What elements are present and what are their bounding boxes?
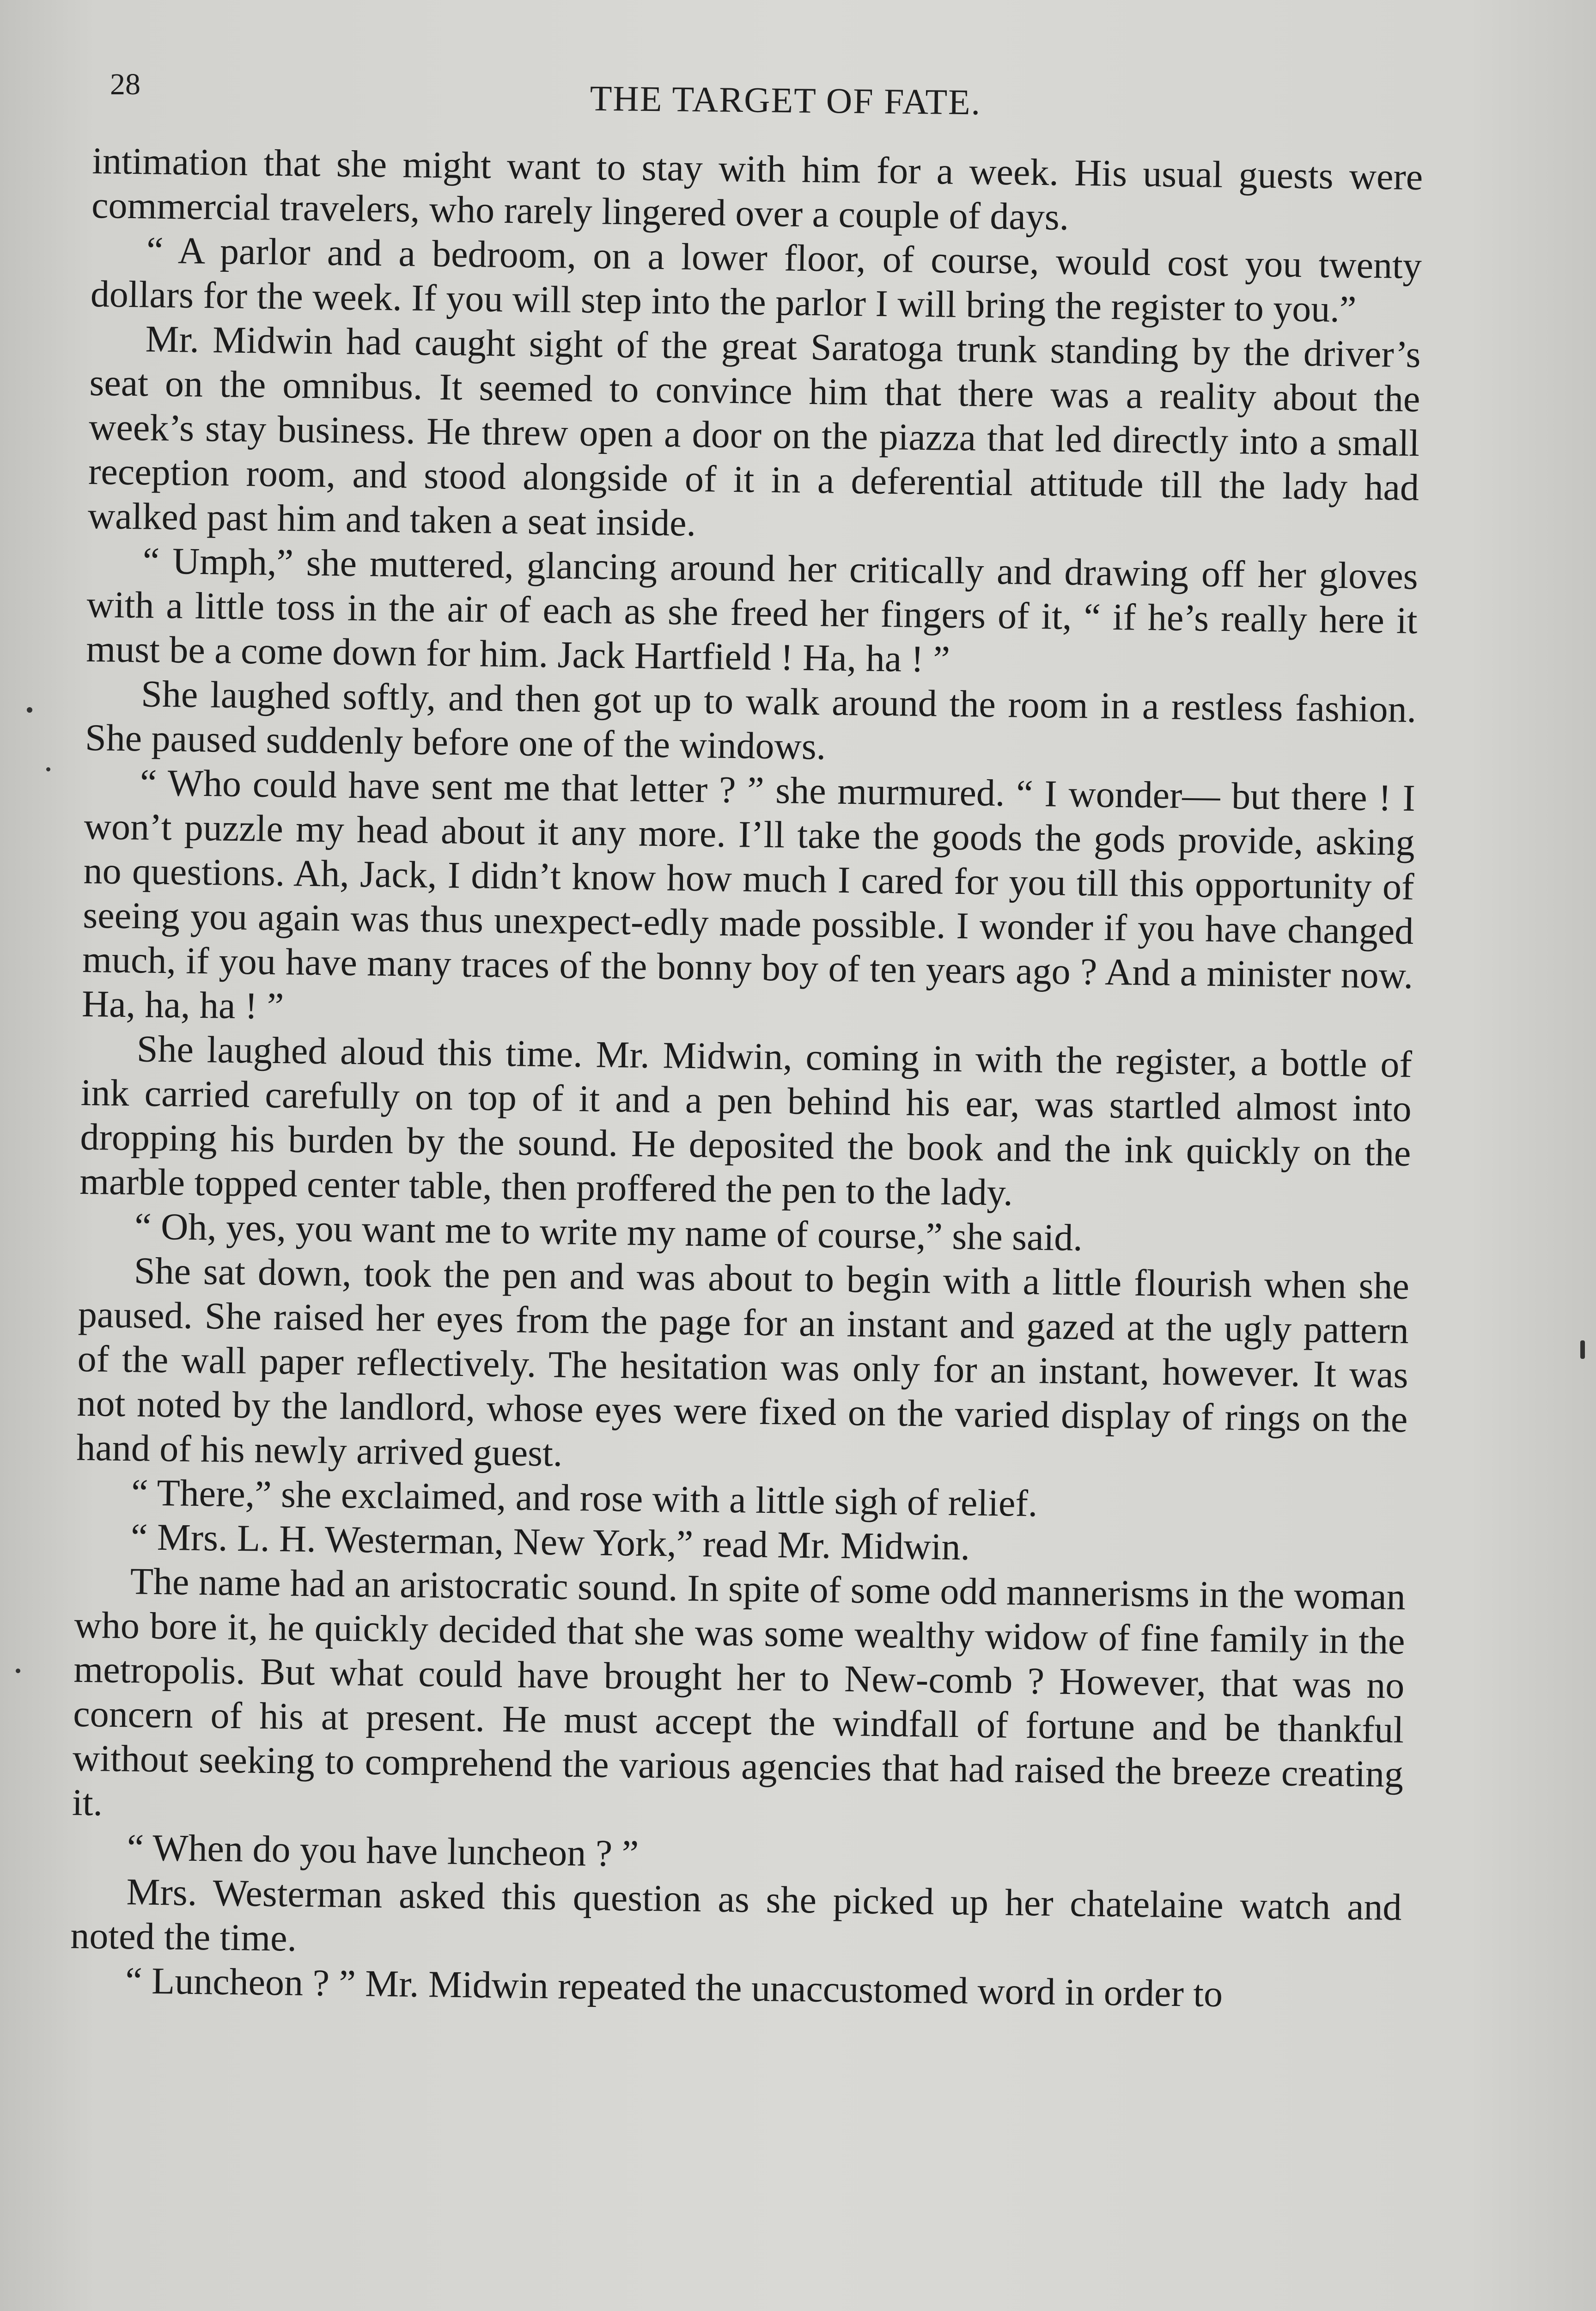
- paragraph: “ Mrs. L. H. Westerman, New York,” read Mr. Midwin.: [130, 1516, 970, 1568]
- paper-speck: [16, 1669, 20, 1673]
- paper-speck: [1580, 1340, 1585, 1359]
- paper-speck: [27, 707, 32, 713]
- paragraph: Mrs. Westerman asked this question as she picked up her chatelaine watch and noted the time.: [70, 1871, 1402, 1959]
- body-text: [70, 139, 1423, 2018]
- paragraph: She laughed aloud this time. Mr. Midwin, coming in with the register, a bottle of ink carried carefully on top of it and a pen behind his ear, was startled almost into dropping his burden by the sound. He deposited the book and the ink quickly on the marble topped center table, then proffered the pen to the lady.: [79, 1027, 1413, 1214]
- paragraph: “ When do you have luncheon ? ”: [127, 1826, 639, 1875]
- paragraph: intimation that she might want to stay with him for a week. His usual guests were commercial travelers, who rarely lingered over a couple of days.: [91, 139, 1423, 238]
- paragraph: Mr. Midwin had caught sight of the great Saratoga trunk standing by the driver’s seat on the omnibus. It seemed to convince him that there was a reality about the week’s stay business. He threw open a door on the piazza that led directly into a small reception room, and stood alongside of it in a deferential attitude till the lady had walked past him and taken a seat inside.: [87, 318, 1421, 544]
- paragraph: She laughed softly, and then got up to walk around the room in a restless fashion. She paused suddenly before one of the windows.: [85, 673, 1417, 768]
- paragraph: “ Who could have sent me that letter ? ” she murmured. “ I wonder— but there ! I won’t puzzle my head about it any more. I’ll take the goods the gods provide, asking no questions. Ah, Jack, I didn’t know how much I cared for you till this opportunity of seeing you again was thus unexpect-edly made possible. I wonder if you have changed much, if you have many traces of the bonny boy of ten years ago ? And a minister now. Ha, ha, ha ! ”: [81, 761, 1416, 1027]
- paragraph: “ There,” she exclaimed, and rose with a little sigh of relief.: [131, 1471, 1038, 1525]
- page-number: 28: [110, 67, 140, 101]
- paragraph: The name had an aristocratic sound. In spite of some odd mannerisms in the woman who bore it, he quickly decided that she was some wealthy widow of fine family in the metropolis. But what could have brought her to New-comb ? However, that was no concern of his at present. He must accept the windfall of fortune and be thankful without seeking to comprehend the various agencies that had raised the breeze creating it.: [72, 1560, 1406, 1824]
- paragraph: “ A parlor and a bedroom, on a lower floor, of course, would cost you twenty dollars for the week. If you will step into the parlor I will bring the register to you.”: [90, 229, 1422, 330]
- paragraph: “ Oh, yes, you want me to write my name of course,” she said.: [134, 1205, 1083, 1259]
- paragraph: “ Umph,” she muttered, glancing around her critically and drawing off her gloves with a little toss in the air of each as she freed her fingers of it, “ if he’s really here it must be a come down for him. Jack Hartfield ! Ha, ha ! ”: [85, 539, 1419, 680]
- paragraph: “ Luncheon ? ” Mr. Midwin repeated the unaccustomed word in order to: [125, 1959, 1223, 2015]
- paragraph: She sat down, took the pen and was about to begin with a little flourish when she paused. She raised her eyes from the page for an instant and gazed at the ugly pattern of the wall paper reflectively. The hesitation was only for an instant, however. It was not noted by the landlord, whose eyes were fixed on the varied display of rings on the hand of his newly arrived guest.: [76, 1249, 1410, 1474]
- running-title: THE TARGET OF FATE.: [590, 78, 981, 122]
- paper-speck: [46, 767, 50, 771]
